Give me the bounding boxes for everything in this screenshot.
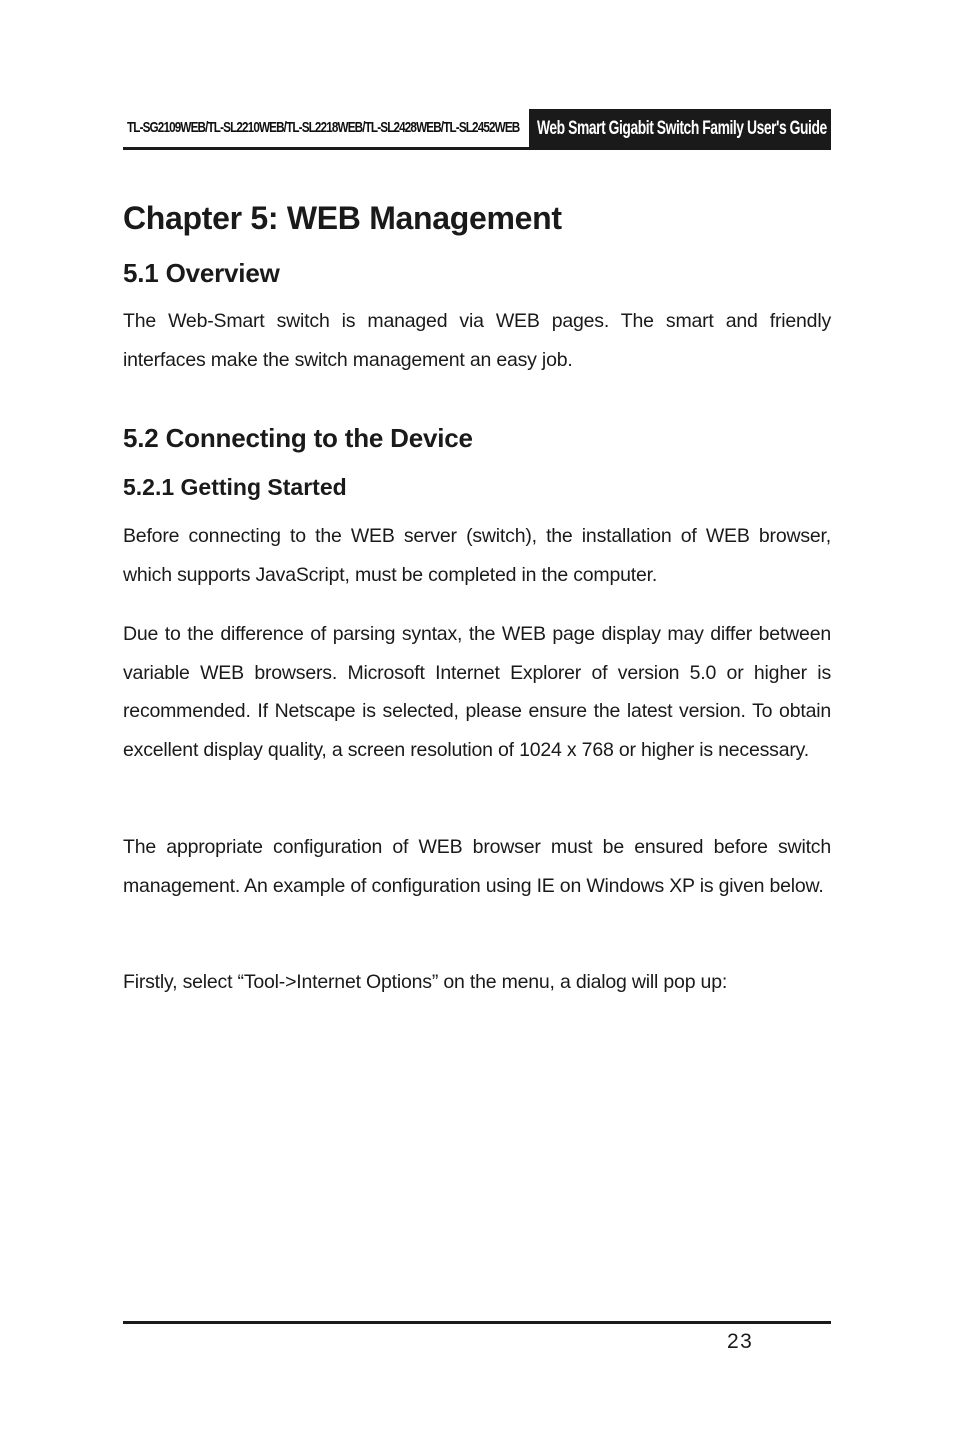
section-heading-connecting: 5.2 Connecting to the Device xyxy=(123,423,473,453)
subsection-heading-getting-started: 5.2.1 Getting Started xyxy=(123,474,347,500)
header-guide-title-box xyxy=(529,109,831,147)
page-header xyxy=(123,109,831,149)
overview-paragraph: The Web-Smart switch is managed via WEB pages. The smart and friendly interfaces make the switch management an easy job. xyxy=(123,310,831,371)
getting-started-paragraph-1: Before connecting to the WEB server (switch), the installation of WEB browser, which supports JavaScript, must be completed in the computer. xyxy=(123,525,831,586)
getting-started-paragraph-2: Due to the difference of parsing syntax, the WEB page display may differ between variable WEB browsers. Microsoft Internet Explorer of version 5.0 or higher is recommended. If Netscape is selected, please ensure the latest version. To obtain excellent display quality, a screen resolution of 1024 x 768 or higher is necessary. xyxy=(123,623,831,761)
getting-started-paragraph-3: The appropriate configuration of WEB browser must be ensured before switch management. An example of configuration using IE on Windows XP is given below. xyxy=(123,836,831,897)
chapter-title: Chapter 5: WEB Management xyxy=(123,200,562,236)
header-divider xyxy=(123,147,831,150)
header-model-list: TL-SG2109WEB/TL-SL2210WEB/TL-SL2218WEB/TL-SL2428WEB/TL-SL2452WEB xyxy=(127,119,520,136)
page-number: 23 xyxy=(727,1330,754,1353)
section-heading-overview: 5.1 Overview xyxy=(123,258,280,288)
header-guide-title: Web Smart Gigabit Switch Family User's Guide xyxy=(537,118,827,139)
getting-started-paragraph-4: Firstly, select “Tool->Internet Options” on the menu, a dialog will pop up: xyxy=(123,971,728,993)
footer-divider xyxy=(123,1321,831,1324)
